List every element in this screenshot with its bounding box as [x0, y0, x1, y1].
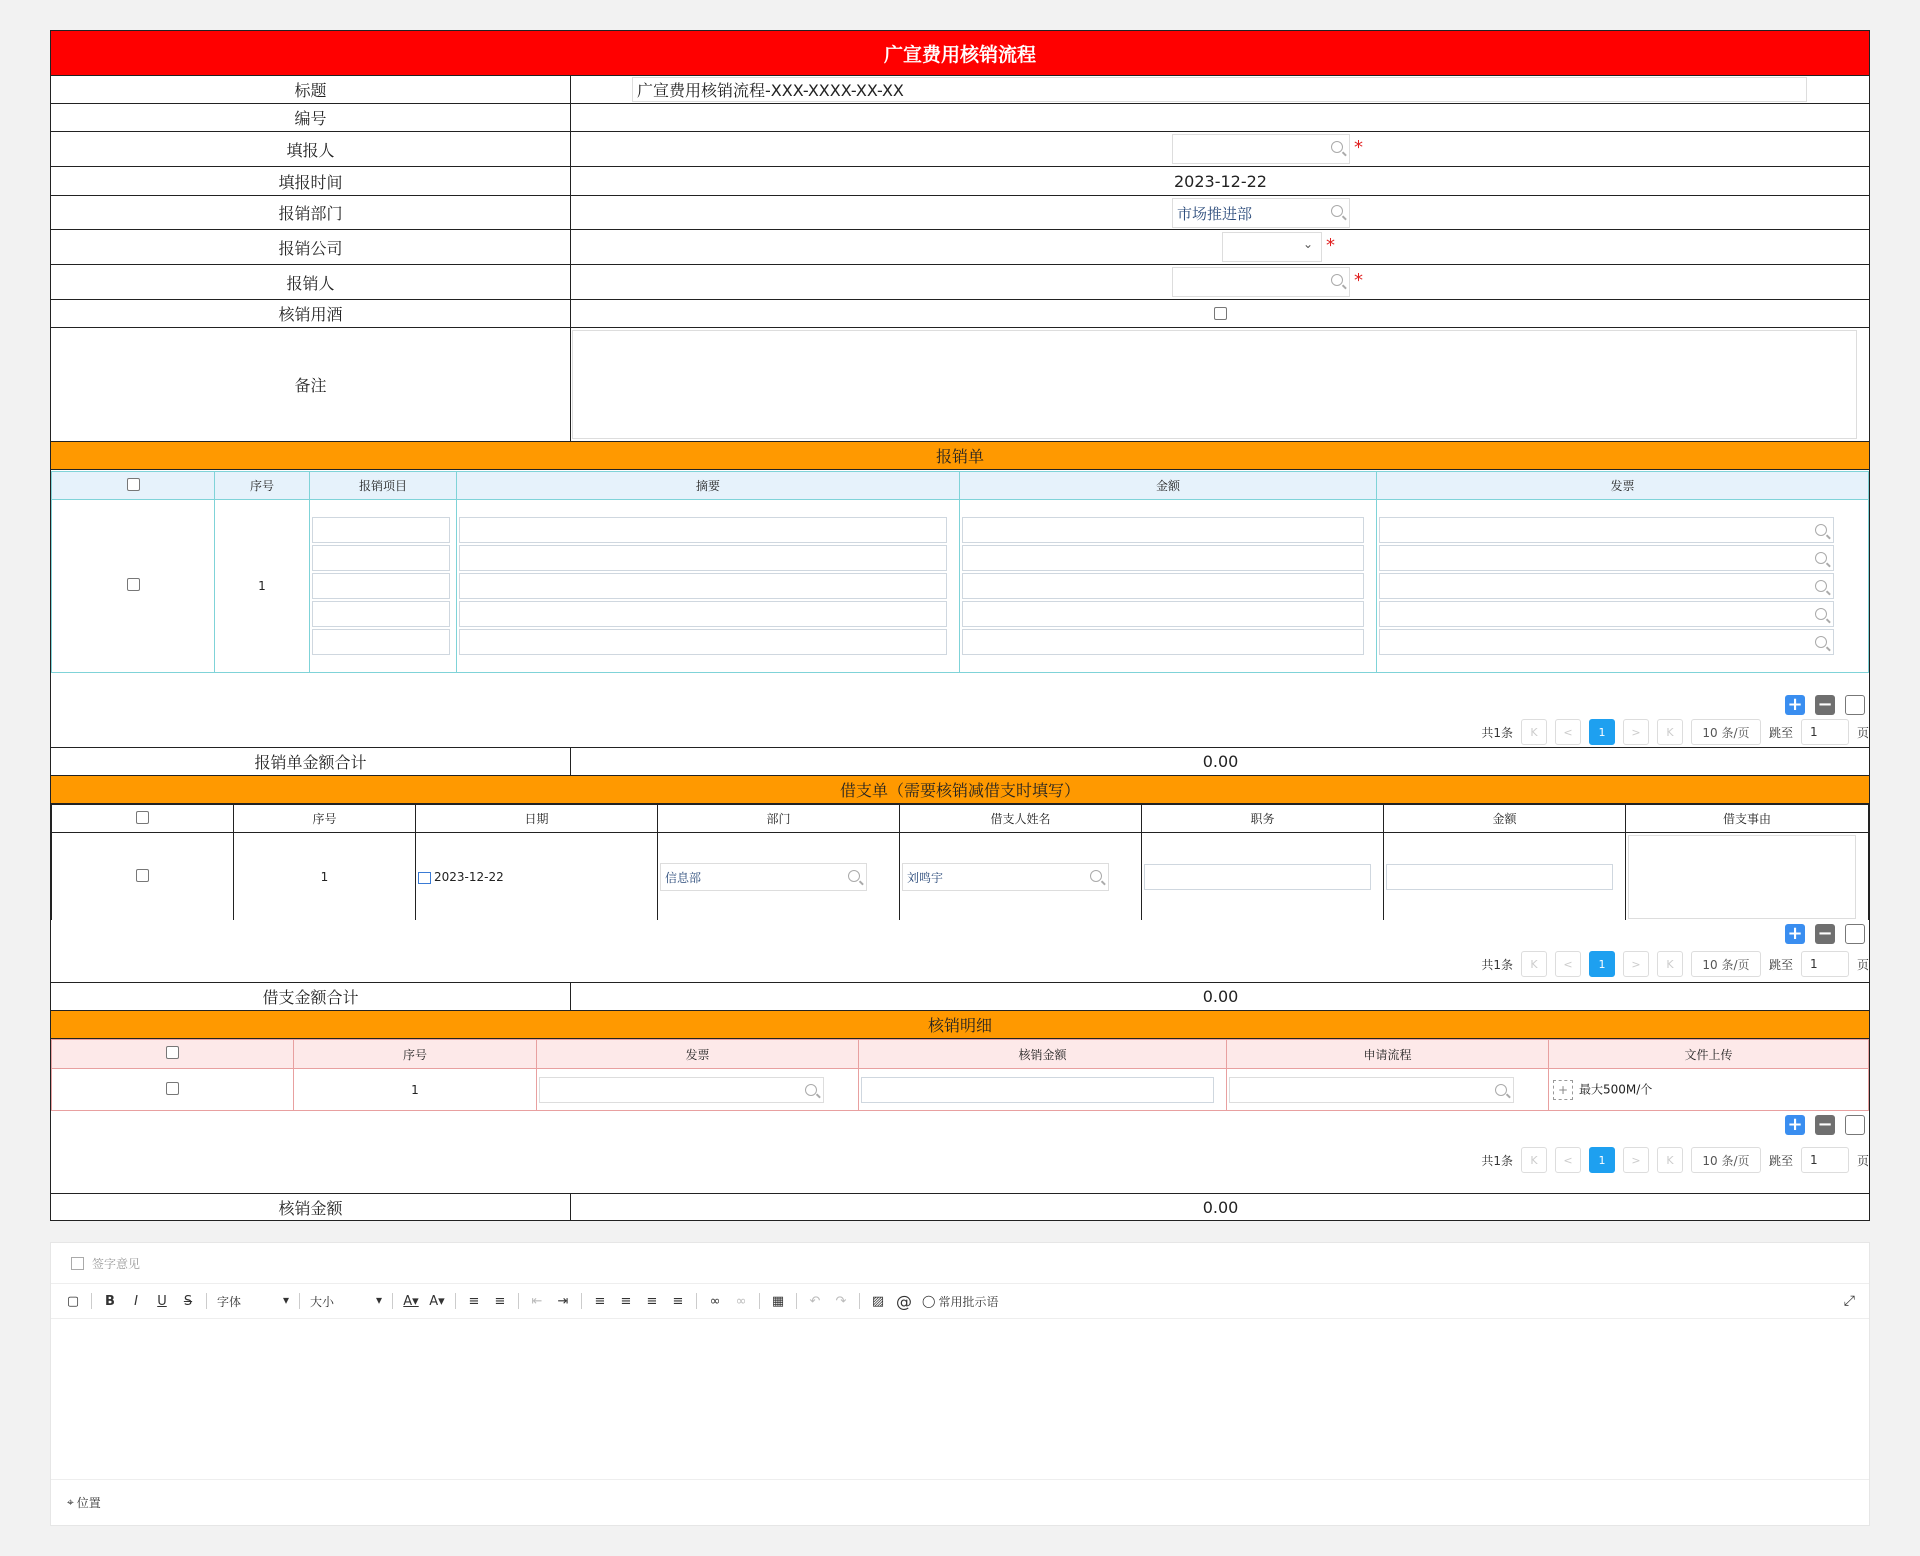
unlink-icon[interactable]: ∞: [735, 1293, 747, 1309]
total-count: 共1条: [1481, 725, 1513, 740]
divider: [518, 1293, 519, 1309]
prev-page-button[interactable]: <: [1555, 719, 1581, 745]
divider: [581, 1293, 582, 1309]
divider: [299, 1293, 300, 1309]
add-row-icon[interactable]: +: [1785, 695, 1805, 715]
select-all-checkbox[interactable]: [166, 1046, 179, 1059]
bg-color-icon[interactable]: A▾: [429, 1293, 445, 1309]
total-count: 共1条: [1481, 957, 1513, 972]
sum-label: 借支金额合计: [51, 983, 571, 1010]
item-input[interactable]: [312, 545, 450, 571]
first-page-button[interactable]: K: [1521, 951, 1547, 977]
field-label: 报销部门: [51, 196, 571, 229]
dept-cell: [658, 833, 900, 922]
divider: [759, 1293, 760, 1309]
next-page-button[interactable]: >: [1623, 719, 1649, 745]
field-value-wrap: [572, 230, 1869, 264]
field-label: 编号: [51, 104, 571, 131]
pagination: [1481, 949, 1869, 979]
amount-cell: [960, 500, 1377, 673]
field-value-wrap: [572, 132, 1869, 166]
section-expense-title: 报销单: [51, 442, 1869, 470]
remove-row-icon[interactable]: −: [1815, 924, 1835, 944]
invoice-input[interactable]: [1379, 629, 1834, 655]
divider: [455, 1293, 456, 1309]
section-loan-title: 借支单（需要核销减借支时填写）: [51, 776, 1869, 804]
amount-input[interactable]: [962, 629, 1364, 655]
section-writeoff-title: 核销明细: [51, 1011, 1869, 1039]
col-header: 金额: [960, 472, 1377, 500]
summary-input[interactable]: [459, 545, 947, 571]
writeoff-table: [51, 1039, 1869, 1111]
field-dept-row: [51, 196, 1869, 230]
search-icon[interactable]: [1331, 274, 1343, 286]
first-page-button[interactable]: K: [1521, 1147, 1547, 1173]
loan-amount-cell: [1384, 833, 1626, 922]
row-select-cell: [52, 500, 215, 673]
search-icon[interactable]: [848, 870, 860, 882]
jump-input[interactable]: 1: [1801, 951, 1849, 977]
col-header: 序号: [294, 1040, 537, 1069]
process-cell: [1227, 1069, 1549, 1111]
col-header: 文件上传: [1549, 1040, 1869, 1069]
writeoff-footer: [51, 1111, 1869, 1194]
page-size-select[interactable]: 10 条/页: [1691, 1147, 1761, 1173]
sum-value: 0.00: [1202, 752, 1239, 771]
row-tools: [1785, 1115, 1865, 1135]
summary-input[interactable]: [459, 573, 947, 599]
report-time-value: 2023-12-22: [1174, 171, 1267, 191]
table-icon[interactable]: ▦: [771, 1293, 785, 1309]
align-right-icon[interactable]: ≡: [646, 1293, 658, 1309]
col-header: 序号: [234, 805, 416, 833]
col-header: 发票: [537, 1040, 859, 1069]
summary-cell: [457, 500, 960, 673]
amount-input[interactable]: [962, 517, 1364, 543]
col-header: 金额: [1384, 805, 1626, 833]
row-tools: [1785, 695, 1865, 715]
amount-input[interactable]: [962, 573, 1364, 599]
page-size-select[interactable]: 10 条/页: [1691, 951, 1761, 977]
item-input[interactable]: [312, 601, 450, 627]
prev-page-button[interactable]: <: [1555, 1147, 1581, 1173]
position-cell: [1142, 833, 1384, 922]
jump-label: 跳至: [1768, 1153, 1793, 1168]
add-row-icon[interactable]: +: [1785, 924, 1805, 944]
summary-input[interactable]: [459, 629, 947, 655]
prev-page-button[interactable]: <: [1555, 951, 1581, 977]
undo-icon[interactable]: ↶: [809, 1293, 821, 1309]
wine-checkbox[interactable]: [1214, 307, 1227, 320]
col-header: 摘要: [457, 472, 960, 500]
location-bar: [51, 1479, 1869, 1525]
col-header: 序号: [215, 472, 310, 500]
font-color-icon[interactable]: A▾: [403, 1293, 419, 1309]
col-header: 日期: [416, 805, 658, 833]
page-unit: 页: [1856, 1153, 1869, 1168]
col-header: 部门: [658, 805, 900, 833]
justify-icon[interactable]: ≡: [672, 1293, 684, 1309]
col-header: 借支事由: [1626, 805, 1869, 833]
invoice-input[interactable]: [1379, 545, 1834, 571]
divider: [91, 1293, 92, 1309]
font-select[interactable]: 字体 ▾: [217, 1292, 289, 1309]
search-icon[interactable]: [1090, 870, 1102, 882]
row-select-cell: [52, 833, 234, 922]
writeoff-sum-row: [51, 1194, 1869, 1221]
row-select-cell: [52, 1069, 294, 1111]
search-icon[interactable]: [1815, 552, 1827, 564]
field-company-row: [51, 230, 1869, 265]
row-number: 1: [294, 1069, 537, 1111]
select-all-checkbox[interactable]: [127, 478, 140, 491]
bullet-list-icon[interactable]: ≡: [494, 1293, 506, 1309]
sum-label: 报销单金额合计: [51, 748, 571, 775]
row-checkbox[interactable]: [166, 1082, 179, 1095]
form-title: 广宣费用核销流程: [51, 31, 1869, 76]
required-mark: *: [1326, 235, 1335, 256]
location-pin-icon[interactable]: ⌖: [67, 1495, 74, 1509]
remove-row-icon[interactable]: −: [1815, 1115, 1835, 1135]
indent-icon[interactable]: ⇥: [557, 1293, 569, 1309]
loan-footer: [51, 920, 1869, 983]
upload-limit: 最大500M/个: [1579, 1082, 1653, 1096]
expense-footer: [51, 673, 1869, 748]
select-all-cell: [52, 472, 215, 500]
field-value-wrap: [572, 265, 1869, 299]
col-header: 申请流程: [1227, 1040, 1549, 1069]
loan-amount-input[interactable]: [1386, 864, 1613, 890]
search-icon[interactable]: [1815, 524, 1827, 536]
edit-icon: [71, 1257, 84, 1270]
item-cell: [310, 500, 457, 673]
copy-row-icon[interactable]: [1845, 924, 1865, 944]
divider: [859, 1293, 860, 1309]
sum-label: 核销金额: [51, 1194, 571, 1221]
invoice-input[interactable]: [1379, 601, 1834, 627]
sum-value: 0.00: [1202, 987, 1239, 1006]
summary-input[interactable]: [459, 517, 947, 543]
amount-input[interactable]: [962, 601, 1364, 627]
col-header: 报销项目: [310, 472, 457, 500]
invoice-input[interactable]: [1379, 573, 1834, 599]
field-time-row: [51, 167, 1869, 196]
remove-row-icon[interactable]: −: [1815, 695, 1835, 715]
field-label: 核销用酒: [51, 300, 571, 327]
next-page-button[interactable]: >: [1623, 1147, 1649, 1173]
search-icon[interactable]: [1815, 636, 1827, 648]
page-1-button[interactable]: 1: [1589, 1147, 1615, 1173]
mention-icon[interactable]: @: [896, 1291, 912, 1311]
row-number: 1: [215, 500, 310, 673]
position-input[interactable]: [1144, 864, 1371, 890]
invoice-input[interactable]: [539, 1077, 824, 1103]
search-icon[interactable]: [1815, 608, 1827, 620]
borrower-cell: [900, 833, 1142, 922]
outdent-icon[interactable]: ⇤: [531, 1293, 543, 1309]
loan-sum-row: [51, 983, 1869, 1011]
select-all-cell: [52, 1040, 294, 1069]
search-icon[interactable]: [1331, 141, 1343, 153]
amount-input[interactable]: [962, 545, 1364, 571]
page-1-button[interactable]: 1: [1589, 951, 1615, 977]
row-checkbox[interactable]: [136, 869, 149, 882]
field-label: 备注: [51, 328, 571, 441]
field-label: 标题: [51, 76, 571, 103]
item-input[interactable]: [312, 517, 450, 543]
bold-icon[interactable]: B: [105, 1293, 115, 1309]
jump-input[interactable]: 1: [1801, 1147, 1849, 1173]
sum-value: 0.00: [1202, 1198, 1239, 1217]
borrower-input[interactable]: 刘鸣宇: [902, 863, 1109, 891]
select-all-cell: [52, 805, 234, 833]
reason-textarea[interactable]: [1628, 835, 1856, 919]
editor-toolbar: [51, 1283, 1869, 1319]
upload-cell: [1549, 1069, 1869, 1111]
editor-header: [71, 1255, 140, 1272]
location-label[interactable]: 位置: [76, 1496, 101, 1510]
field-value-wrap: [572, 196, 1869, 229]
reason-cell: [1626, 833, 1869, 922]
search-icon[interactable]: [805, 1084, 817, 1096]
page-unit: 页: [1856, 957, 1869, 972]
signature-editor: [50, 1242, 1870, 1526]
pagination: [1481, 717, 1869, 747]
underline-icon[interactable]: U: [157, 1293, 167, 1309]
align-center-icon[interactable]: ≡: [620, 1293, 632, 1309]
loan-dept-input[interactable]: 信息部: [660, 863, 867, 891]
item-input[interactable]: [312, 629, 450, 655]
row-checkbox[interactable]: [127, 578, 140, 591]
page-1-button[interactable]: 1: [1589, 719, 1615, 745]
last-page-button[interactable]: K: [1657, 719, 1683, 745]
redo-icon[interactable]: ↷: [835, 1293, 847, 1309]
page-size-select[interactable]: 10 条/页: [1691, 719, 1761, 745]
total-count: 共1条: [1481, 1153, 1513, 1168]
invoice-input[interactable]: [1379, 517, 1834, 543]
writeoff-amount-cell: [859, 1069, 1227, 1111]
col-header: 核销金额: [859, 1040, 1227, 1069]
field-value-wrap: [572, 300, 1869, 327]
remark-textarea[interactable]: [572, 330, 1857, 439]
pagination: [1481, 1145, 1869, 1175]
date-cell: [416, 833, 658, 922]
divider: [696, 1293, 697, 1309]
search-icon[interactable]: [1495, 1084, 1507, 1096]
field-reporter-row: [51, 132, 1869, 167]
company-select[interactable]: [1222, 232, 1322, 262]
size-select[interactable]: 大小 ▾: [310, 1292, 382, 1309]
dept-input[interactable]: 市场推进部: [1172, 198, 1350, 228]
expense-table: [51, 471, 1869, 673]
jump-label: 跳至: [1768, 725, 1793, 740]
italic-icon[interactable]: I: [134, 1293, 138, 1309]
item-input[interactable]: [312, 573, 450, 599]
invoice-cell: [1377, 500, 1869, 673]
loan-date[interactable]: 2023-12-22: [434, 870, 504, 884]
writeoff-amount-input[interactable]: [861, 1077, 1214, 1103]
field-wine-row: [51, 300, 1869, 328]
field-remark-row: [51, 328, 1869, 442]
first-page-button[interactable]: K: [1521, 719, 1547, 745]
number-value: [572, 104, 1869, 131]
last-page-button[interactable]: K: [1657, 1147, 1683, 1173]
select-all-checkbox[interactable]: [136, 811, 149, 824]
summary-input[interactable]: [459, 601, 947, 627]
field-claimant-row: [51, 265, 1869, 300]
required-mark: *: [1354, 137, 1363, 158]
expense-sum-row: [51, 748, 1869, 776]
col-header: 职务: [1142, 805, 1384, 833]
form-container: [50, 30, 1870, 1221]
col-header: 发票: [1377, 472, 1869, 500]
search-icon[interactable]: [1815, 580, 1827, 592]
field-label: 填报人: [51, 132, 571, 166]
divider: [796, 1293, 797, 1309]
invoice-cell: [537, 1069, 859, 1111]
field-number-row: [51, 104, 1869, 132]
divider: [206, 1293, 207, 1309]
comment-icon: ◯: [922, 1294, 936, 1308]
copy-row-icon[interactable]: [1845, 695, 1865, 715]
divider: [392, 1293, 393, 1309]
phrases-button[interactable]: ◯ 常用批示语: [922, 1294, 999, 1309]
page-unit: 页: [1856, 725, 1869, 740]
col-header: 借支人姓名: [900, 805, 1142, 833]
upload-plus-icon[interactable]: +: [1553, 1080, 1573, 1100]
row-tools: [1785, 924, 1865, 944]
loan-table: [51, 804, 1869, 922]
fullscreen-icon[interactable]: ⤢: [1843, 1293, 1855, 1309]
field-label: 填报时间: [51, 167, 571, 195]
next-page-button[interactable]: >: [1623, 951, 1649, 977]
field-label: 报销公司: [51, 230, 571, 264]
row-number: 1: [234, 833, 416, 922]
add-row-icon[interactable]: +: [1785, 1115, 1805, 1135]
ordered-list-icon[interactable]: ≡: [468, 1293, 480, 1309]
source-icon[interactable]: ▢: [66, 1293, 80, 1309]
image-icon[interactable]: ▨: [871, 1293, 885, 1309]
field-label: 报销人: [51, 265, 571, 299]
jump-input[interactable]: 1: [1801, 719, 1849, 745]
process-input[interactable]: [1229, 1077, 1514, 1103]
last-page-button[interactable]: K: [1657, 951, 1683, 977]
title-input[interactable]: 广宣费用核销流程-XXX-XXXX-XX-XX: [632, 77, 1807, 102]
chevron-down-icon: ⌄: [1302, 237, 1313, 251]
field-value-wrap: [572, 76, 1869, 103]
field-title-row: [51, 76, 1869, 104]
search-icon[interactable]: [1331, 205, 1343, 217]
reporter-input[interactable]: [1172, 134, 1350, 164]
copy-row-icon[interactable]: [1845, 1115, 1865, 1135]
align-left-icon[interactable]: ≡: [594, 1293, 606, 1309]
field-value-wrap: [572, 328, 1869, 441]
claimant-input[interactable]: [1172, 267, 1350, 297]
strike-icon[interactable]: S: [183, 1293, 193, 1309]
editor-title: 签字意见: [92, 1257, 141, 1271]
required-mark: *: [1354, 270, 1363, 291]
calendar-icon[interactable]: [418, 872, 431, 884]
link-icon[interactable]: ∞: [709, 1293, 721, 1309]
editor-body[interactable]: [51, 1320, 1869, 1480]
jump-label: 跳至: [1768, 957, 1793, 972]
